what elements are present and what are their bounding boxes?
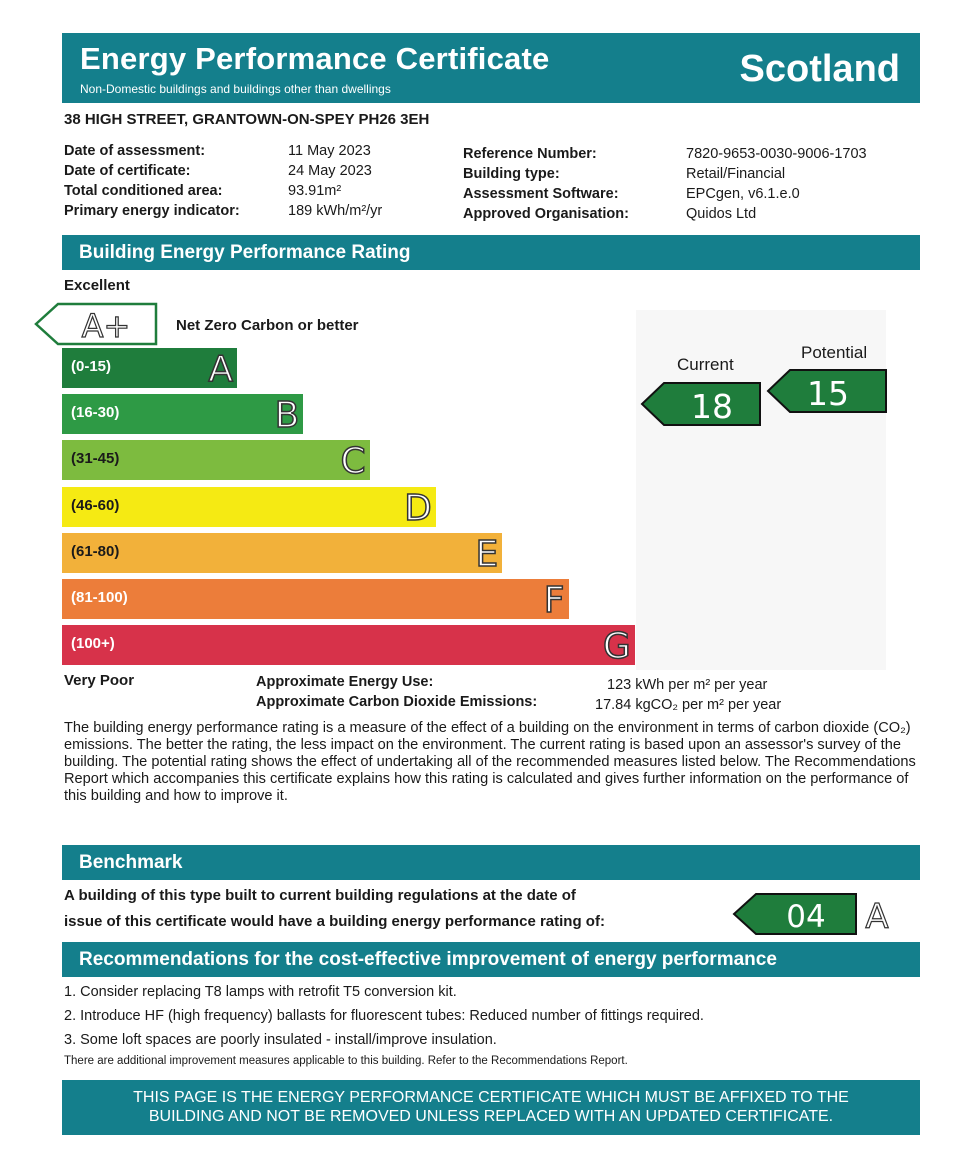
potential-rating-value: 15 [807, 374, 849, 413]
co2-emissions-value: 17.84 kgCO₂ per m² per year [595, 697, 782, 713]
rating-panel [636, 310, 886, 670]
rating-band-letter: A [208, 349, 233, 390]
benchmark-letter: A [865, 897, 889, 936]
benchmark-line-1: A building of this type built to current building regulations at the date of [64, 887, 576, 904]
rating-band-letter: C [340, 441, 366, 483]
rating-band-d [62, 487, 436, 527]
benchmark-arrow [732, 892, 858, 936]
region-label: Scotland [739, 48, 900, 90]
primary-energy-value: 189 kWh/m²/yr [288, 203, 383, 219]
rating-band-range: (100+) [71, 635, 115, 653]
rating-band-letter: D [404, 487, 432, 529]
reference-number-label: Reference Number: [463, 146, 597, 162]
rating-band-range: (46-60) [71, 496, 120, 514]
aplus-description: Net Zero Carbon or better [176, 317, 359, 334]
potential-rating-arrow [766, 368, 888, 414]
footer-line-1: THIS PAGE IS THE ENERGY PERFORMANCE CERTIFICATE WHICH MUST BE AFFIXED TO THE [133, 1089, 849, 1106]
rating-band-f [62, 579, 569, 619]
rating-band-e [62, 533, 502, 573]
rating-band-b [62, 394, 303, 437]
excellent-label: Excellent [64, 277, 130, 294]
footer-line-2: BUILDING AND NOT BE REMOVED UNLESS REPLACED WITH AN UPDATED CERTIFICATE. [148, 1108, 834, 1125]
assessment-software-value: EPCgen, v6.1.e.0 [686, 186, 800, 202]
benchmark-line-2: issue of this certificate would have a building energy performance rating of: [64, 913, 605, 930]
aplus-arrow [34, 302, 160, 346]
property-address: 38 HIGH STREET, GRANTOWN-ON-SPEY PH26 3EH [64, 111, 430, 128]
energy-use-value: 123 kWh per m² per year [607, 677, 768, 693]
energy-use-label: Approximate Energy Use: [256, 674, 434, 690]
aplus-letter: A+ [81, 307, 131, 345]
recommendation-item-2: 2. Introduce HF (high frequency) ballasts for fluorescent tubes: Reduced number of fittings required. [64, 1008, 704, 1024]
rating-band-letter: B [274, 395, 300, 437]
very-poor-label: Very Poor [64, 672, 135, 689]
conditioned-area-label: Total conditioned area: [64, 183, 223, 199]
rating-band-g [62, 625, 635, 668]
conditioned-area-value: 93.91m² [288, 183, 342, 199]
current-rating-value: 18 [691, 387, 733, 426]
reference-number-value: 7820-9653-0030-9006-1703 [686, 146, 867, 162]
rating-band-range: (0-15) [71, 358, 112, 375]
potential-label: Potential [801, 343, 868, 362]
primary-energy-label: Primary energy indicator: [64, 203, 240, 219]
recommendations-section-header: Recommendations for the cost-effective improvement of energy performance [62, 942, 920, 977]
certificate-date-label: Date of certificate: [64, 163, 191, 179]
benchmark-section-header: Benchmark [62, 845, 920, 880]
assessment-date-label: Date of assessment: [64, 143, 206, 159]
benchmark-letter-badge [858, 894, 898, 936]
rating-description: The building energy performance rating is a measure of the effect of a building on the environment in terms of carbon dioxide (CO₂) emissions. The better the rating, the less impact on the environment. The current rating is based upon an assessor's survey of the building. The potential rating shows the effect of undertaking all of the recommended measures listed below. The Recommendations Report which accompanies this certificate explains how this rating is calculated and gives further information on the performance of this building and how to improve it. [64, 720, 916, 804]
building-type-value: Retail/Financial [686, 166, 786, 182]
recommendation-item-3: 3. Some loft spaces are poorly insulated - install/improve insulation. [64, 1032, 497, 1048]
assessment-date-value: 11 May 2023 [288, 143, 371, 159]
rating-band-letter: F [543, 580, 565, 621]
rating-band-a [62, 348, 237, 388]
recommendations-note: There are additional improvement measures applicable to this building. Refer to the Recommendations Report. [64, 1055, 628, 1067]
rating-band-range: (31-45) [71, 450, 120, 468]
approved-organisation-label: Approved Organisation: [463, 206, 629, 222]
rating-band-letter: G [602, 626, 631, 668]
co2-emissions-label: Approximate Carbon Dioxide Emissions: [256, 694, 538, 710]
rating-band-range: (81-100) [71, 589, 128, 606]
certificate-subtitle: Non-Domestic buildings and buildings other than dwellings [80, 82, 391, 96]
rating-section-header: Building Energy Performance Rating [62, 235, 920, 270]
current-label: Current [677, 355, 734, 374]
approved-organisation-value: Quidos Ltd [686, 206, 757, 222]
recommendation-item-1: 1. Consider replacing T8 lamps with retrofit T5 conversion kit. [64, 984, 457, 1000]
benchmark-value: 04 [786, 899, 826, 935]
footer-banner [62, 1080, 920, 1135]
building-type-label: Building type: [463, 166, 560, 182]
current-rating-arrow [640, 381, 762, 427]
rating-band-range: (61-80) [71, 542, 120, 560]
title-banner [62, 33, 920, 103]
assessment-software-label: Assessment Software: [463, 186, 619, 202]
certificate-date-value: 24 May 2023 [288, 163, 372, 179]
rating-band-range: (16-30) [71, 404, 120, 422]
rating-band-c [62, 440, 370, 483]
rating-band-letter: E [475, 533, 499, 575]
certificate-title: Energy Performance Certificate [80, 41, 550, 76]
